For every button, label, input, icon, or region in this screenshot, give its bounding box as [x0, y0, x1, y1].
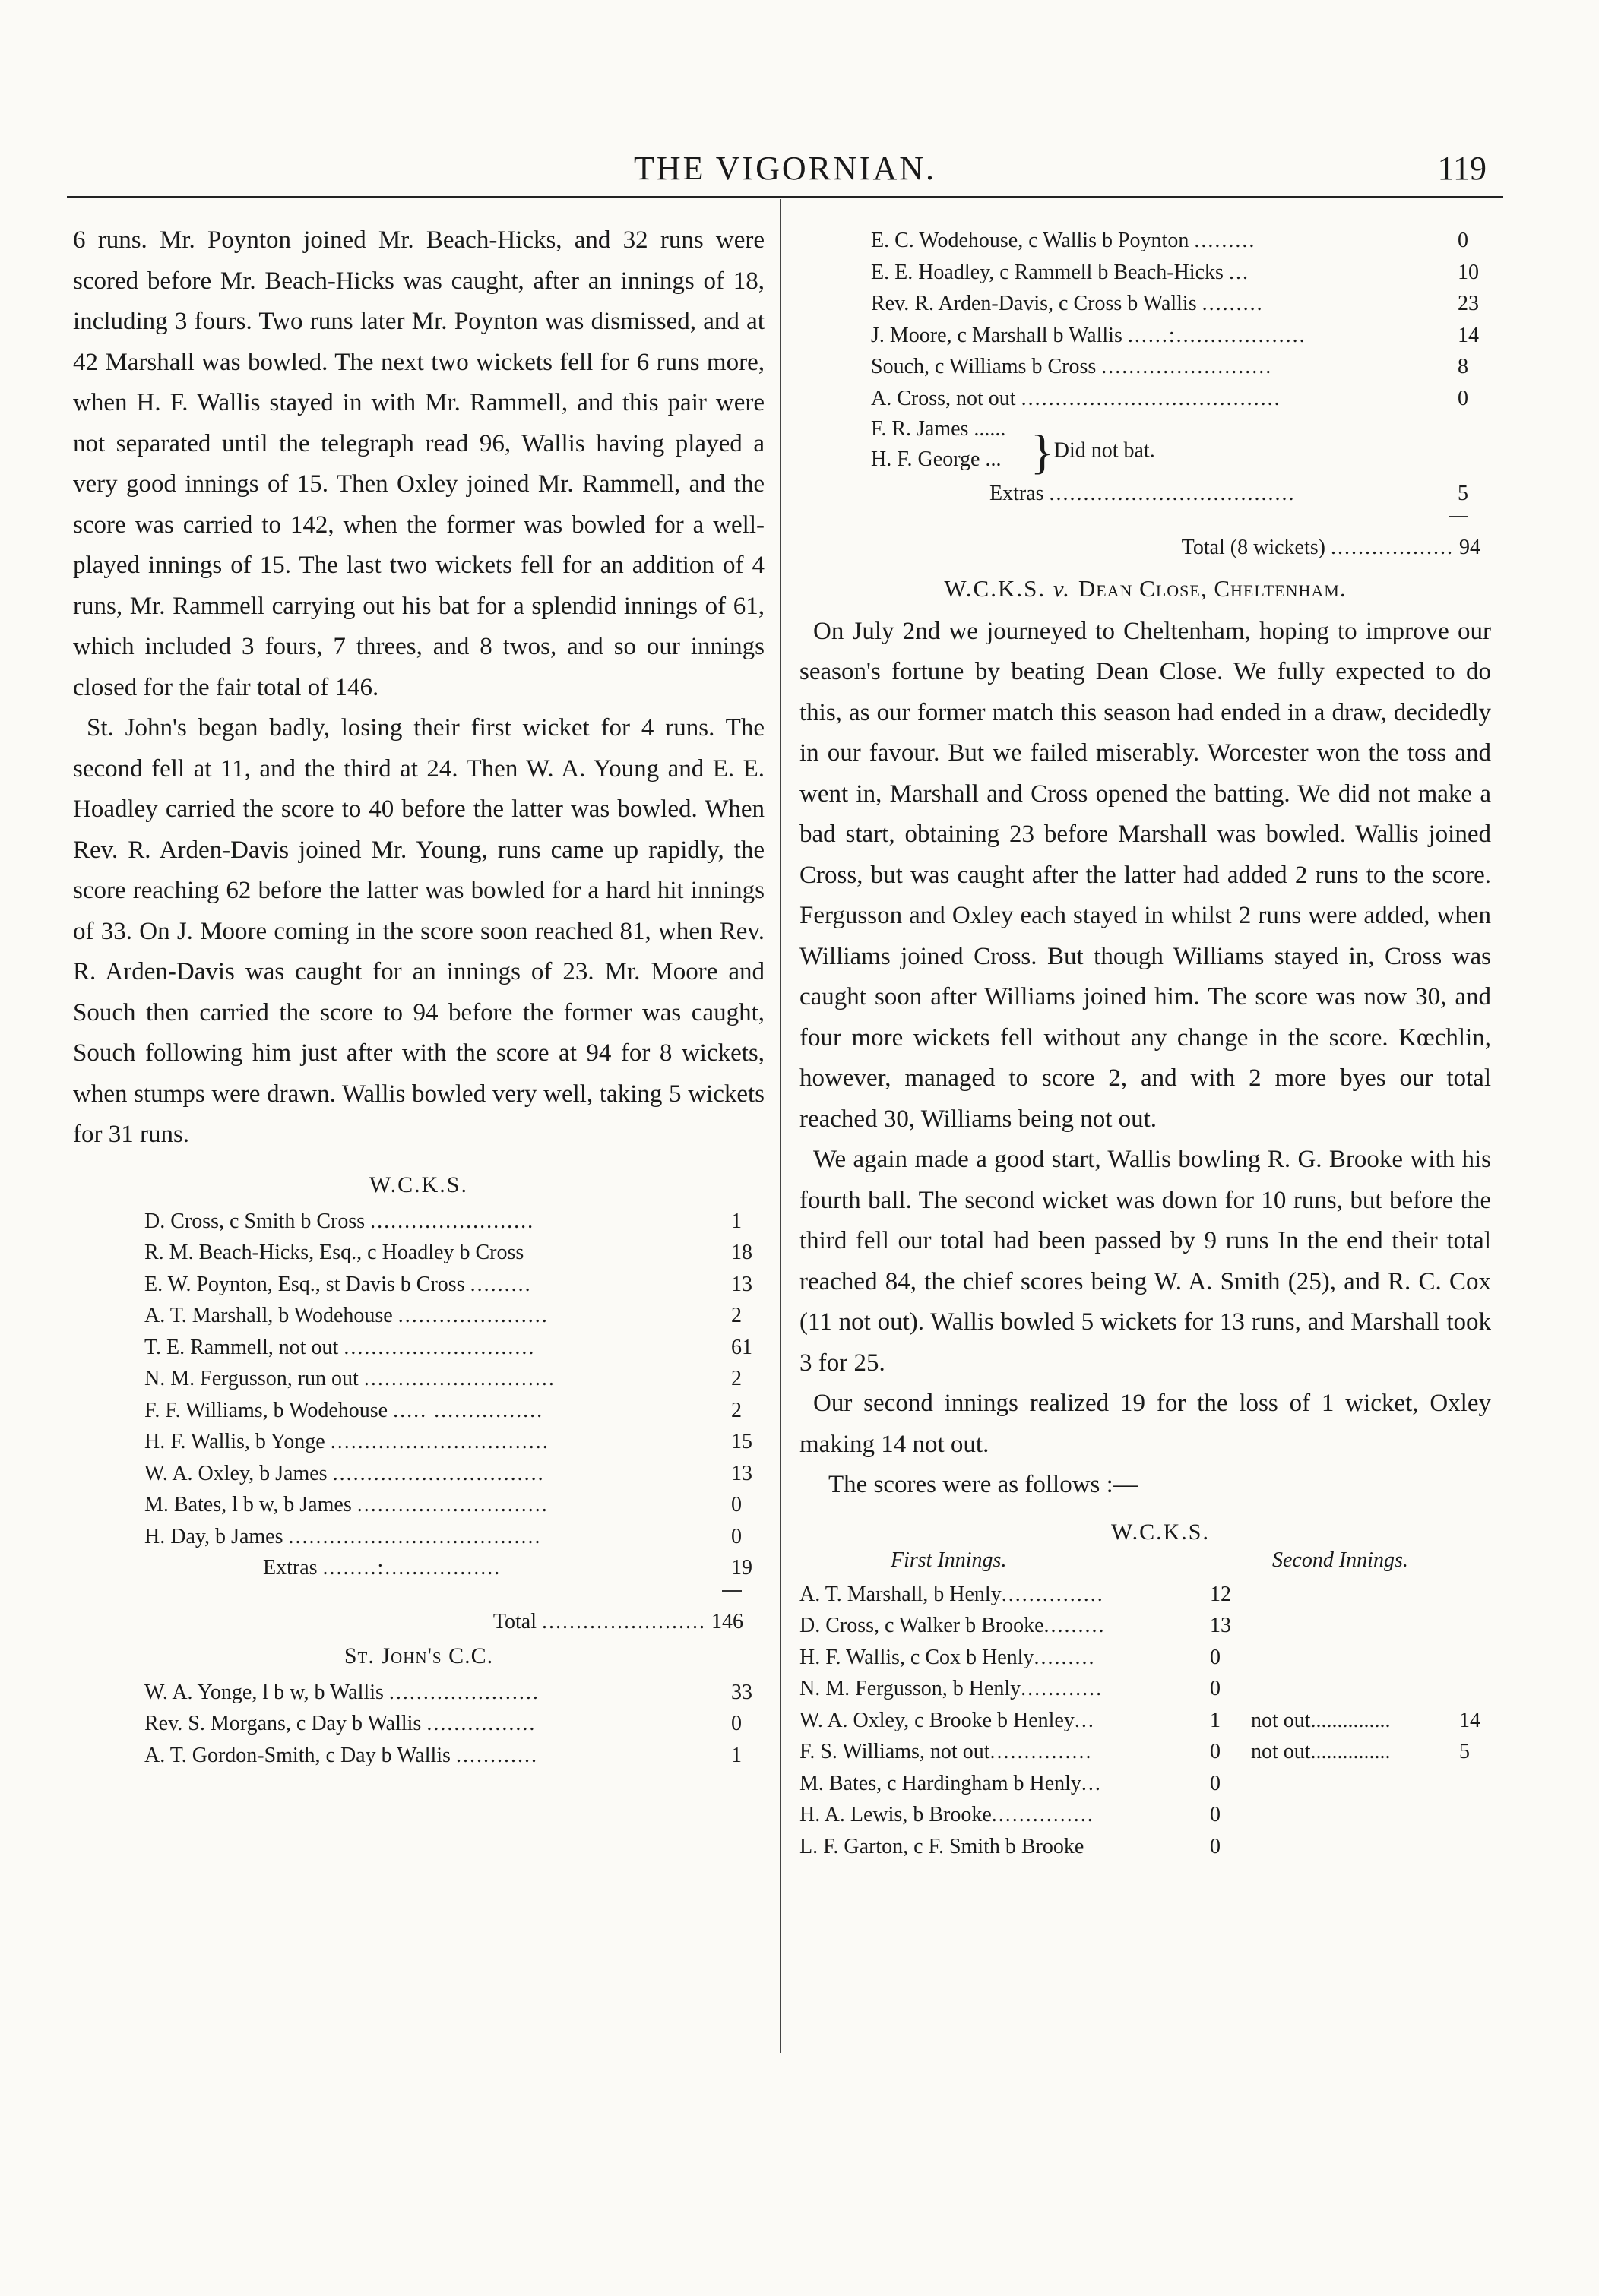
versus: v. [1053, 574, 1072, 602]
player-dismissal: H. A. Lewis, b Brooke [800, 1803, 992, 1826]
dot-leader: ..................................... [288, 1524, 542, 1548]
table-row [800, 351, 1491, 383]
second-innings-note: not out............... [1251, 1740, 1391, 1763]
dot-leader: ............... [1001, 1582, 1104, 1606]
dot-leader: ............................... [332, 1461, 545, 1485]
stjohns-scorecard-continued [800, 225, 1491, 414]
dot-leader: ............... [991, 1803, 1094, 1826]
table-row [800, 478, 1491, 510]
right-column [800, 225, 1491, 1862]
table-row [800, 1831, 1491, 1863]
runs: 8 [1458, 355, 1468, 378]
second-innings-runs: 5 [1459, 1740, 1470, 1763]
wcks-scorecard [73, 1206, 765, 1584]
player-dismissal: W. A. Oxley, c Brooke b Henley [800, 1708, 1075, 1732]
runs: 19 [731, 1556, 752, 1580]
runs: 0 [731, 1493, 742, 1516]
paragraph: The scores were as follows :— [828, 1471, 1138, 1498]
player-dismissal: F. F. Williams, b Wodehouse [144, 1398, 388, 1422]
table-row [800, 288, 1491, 320]
player-dismissal: R. M. Beach-Hicks, Esq., c Hoadley b Cross [144, 1241, 524, 1264]
page-number: 119 [1437, 150, 1487, 187]
dot-leader: .................. [1331, 535, 1454, 559]
match-heading [800, 575, 1491, 602]
table-row [73, 1552, 765, 1584]
innings-headings [800, 1548, 1491, 1579]
second-innings-runs: 14 [1459, 1708, 1480, 1732]
player-dismissal: F. S. Williams, not out [800, 1740, 990, 1763]
dot-leader: ............... [989, 1740, 1093, 1763]
wcks-dean-close-scorecard [800, 1579, 1491, 1863]
table-row [800, 1768, 1491, 1800]
first-innings-runs: 0 [1210, 1677, 1221, 1700]
first-innings-runs: 0 [1210, 1834, 1221, 1858]
dnb-player: F. R. James ...... [871, 417, 1006, 441]
table-row [73, 1269, 765, 1301]
player-dismissal: E. C. Wodehouse, c Wallis b Poynton [871, 229, 1189, 252]
player-dismissal: H. Day, b James [144, 1524, 283, 1548]
dot-leader: ............ [455, 1743, 538, 1767]
extras-label: Extras [263, 1556, 318, 1580]
second-innings-note: not out............... [1251, 1708, 1391, 1732]
dot-leader: ..... ................ [393, 1398, 544, 1422]
player-dismissal: M. Bates, c Hardingham b Henly [800, 1771, 1081, 1795]
dot-leader: ......... [1194, 229, 1256, 252]
player-dismissal: M. Bates, l b w, b James [144, 1493, 352, 1516]
section-heading: W.C.K.S. [369, 1172, 468, 1197]
player-dismissal: H. F. Wallis, b Yonge [144, 1430, 325, 1453]
first-innings-runs: 0 [1210, 1803, 1221, 1826]
column-divider [780, 199, 781, 2053]
table-row [800, 1610, 1491, 1642]
table-row [73, 1708, 765, 1740]
dot-leader: ... [1074, 1708, 1095, 1732]
runs: 0 [731, 1712, 742, 1735]
table-row [73, 1489, 765, 1521]
player-dismissal: A. T. Marshall, b Henly [800, 1582, 1002, 1606]
runs: 2 [731, 1367, 742, 1390]
paragraph: Our second innings realized 19 for the loss of 1 wicket, Oxley making 14 not out. [800, 1390, 1491, 1458]
section-heading [73, 1643, 765, 1669]
first-innings-runs: 13 [1210, 1614, 1231, 1637]
total-rule [722, 1590, 742, 1592]
player-dismissal: J. Moore, c Marshall b Wallis [871, 323, 1122, 347]
dot-leader: ......... [1043, 1614, 1106, 1637]
first-innings-runs: 0 [1210, 1771, 1221, 1795]
dot-leader: ...................... [388, 1680, 540, 1704]
runs: 0 [731, 1524, 742, 1548]
dot-leader: ......... [1034, 1645, 1096, 1669]
player-dismissal: A. T. Gordon-Smith, c Day b Wallis [144, 1743, 451, 1767]
runs: 0 [1458, 229, 1468, 252]
page-header [67, 149, 1503, 198]
player-dismissal: T. E. Rammell, not out [144, 1335, 339, 1359]
table-row [800, 1736, 1491, 1768]
table-row [73, 1458, 765, 1490]
dot-leader: ... [1228, 260, 1249, 284]
stjohns-extras [800, 478, 1491, 510]
dot-leader: ............ [1021, 1677, 1103, 1700]
runs: 2 [731, 1398, 742, 1422]
runs: 15 [731, 1430, 752, 1453]
match-team-a: W.C.K.S. [944, 574, 1046, 602]
runs: 5 [1458, 482, 1468, 505]
table-row [73, 1206, 765, 1238]
match-team-b: Dean Close, Cheltenham. [1078, 574, 1347, 602]
stjohns-scorecard [73, 1677, 765, 1772]
table-row [800, 1642, 1491, 1674]
did-not-bat [800, 414, 1491, 478]
table-row [73, 1237, 765, 1269]
table-row [73, 1740, 765, 1772]
player-dismissal: E. E. Hoadley, c Rammell b Beach-Hicks [871, 260, 1224, 284]
table-row [73, 1332, 765, 1364]
left-column [73, 220, 765, 1771]
dnb-label: Did not bat. [1053, 438, 1155, 463]
table-row [800, 1579, 1491, 1611]
dot-leader: ............................ [344, 1335, 536, 1359]
table-row [800, 1799, 1491, 1831]
first-innings-runs: 12 [1210, 1582, 1231, 1606]
runs: 10 [1458, 260, 1479, 284]
dot-leader: ... [1081, 1771, 1102, 1795]
second-innings-heading: Second Innings. [1272, 1548, 1408, 1572]
first-innings-runs: 1 [1210, 1708, 1221, 1732]
runs: 33 [731, 1680, 752, 1704]
runs: 14 [1458, 323, 1479, 347]
runs: 1 [731, 1743, 742, 1767]
total-runs: 146 [711, 1609, 743, 1633]
brace-icon: } [1031, 425, 1054, 479]
player-dismissal: Rev. R. Arden-Davis, c Cross b Wallis [871, 292, 1197, 315]
section-heading: W.C.K.S. [1111, 1519, 1210, 1545]
player-dismissal: A. T. Marshall, b Wodehouse [144, 1304, 393, 1327]
table-row [73, 1426, 765, 1458]
player-dismissal: N. M. Fergusson, run out [144, 1367, 359, 1390]
player-dismissal: A. Cross, not out [871, 386, 1016, 410]
first-innings-runs: 0 [1210, 1740, 1221, 1763]
dot-leader: .................................... [1049, 482, 1296, 505]
table-row [73, 1521, 765, 1553]
player-dismissal: Rev. S. Morgans, c Day b Wallis [144, 1712, 422, 1735]
total-rule [1449, 516, 1468, 517]
paragraph: 6 runs. Mr. Poynton joined Mr. Beach-Hicks, and 32 runs were scored before Mr. Beach-Hicks was caught, after an innings of 18, including 3 fours. Two runs later Mr. Poynton was dismissed, and at 42 Marshall was bowled. The next two wickets fell for 6 runs more, when H. F. Wallis stayed in with Mr. Rammell, and this pair were not separated until the telegraph read 96, Wallis having played a very good innings of 15. Then Oxley joined Mr. Rammell, and the score was carried to 142, when the former was bowled for a well-played innings of 15. The last two wickets fell for an addition of 4 runs, Mr. Rammell carrying out his bat for a splendid innings of 61, which included 3 fours, 7 threes, and 8 twos, and so our innings closed for the fair total of 146. [73, 226, 765, 701]
runs: 23 [1458, 292, 1479, 315]
dot-leader: ........:................. [322, 1556, 502, 1580]
player-dismissal: W. A. Yonge, l b w, b Wallis [144, 1680, 384, 1704]
dot-leader: ............................ [363, 1367, 556, 1390]
first-innings-heading: First Innings. [891, 1548, 1007, 1572]
runs: 0 [1458, 386, 1468, 410]
runs: 13 [731, 1272, 752, 1296]
runs: 18 [731, 1241, 752, 1264]
player-dismissal: N. M. Fergusson, b Henly [800, 1677, 1021, 1700]
table-row [800, 225, 1491, 257]
table-row [800, 1673, 1491, 1705]
dot-leader: ........................ [542, 1609, 706, 1633]
wcks-total [73, 1605, 765, 1639]
dot-leader: ...................................... [1021, 386, 1281, 410]
dot-leader: ......... [470, 1272, 532, 1296]
total-label: Total [492, 1609, 537, 1633]
runs: 1 [731, 1209, 742, 1233]
dnb-player: H. F. George ... [871, 447, 1002, 471]
dot-leader: ........................ [370, 1209, 535, 1233]
dot-leader: ................ [426, 1712, 537, 1735]
player-dismissal: D. Cross, c Smith b Cross [144, 1209, 366, 1233]
player-dismissal: W. A. Oxley, b James [144, 1461, 328, 1485]
runs: 61 [731, 1335, 752, 1359]
extras-label: Extras [989, 482, 1044, 505]
player-dismissal: Souch, c Williams b Cross [871, 355, 1097, 378]
dot-leader: ......................... [1101, 355, 1273, 378]
runs: 2 [731, 1304, 742, 1327]
journal-title: THE VIGORNIAN. [633, 150, 937, 187]
player-dismissal: E. W. Poynton, Esq., st Davis b Cross [144, 1272, 465, 1296]
paragraph: We again made a good start, Wallis bowling R. G. Brooke with his fourth ball. The second wicket was down for 10 runs, but before the third fell our total had been passed by 9 runs In the end their total reached 84, the chief scores being W. A. Smith (25), and R. C. Cox (11 not out). Wallis bowled 5 wickets for 13 runs, and Marshall took 3 for 25. [800, 1146, 1491, 1377]
runs: 13 [731, 1461, 752, 1485]
dot-leader: ................................ [330, 1430, 549, 1453]
paragraph: On July 2nd we journeyed to Cheltenham, hoping to improve our season's fortune by beating Dean Close. We fully expected to do this, as our former match this season had ended in a draw, decidedly in our favour. But we failed miserably. Worcester won the toss and went in, Marshall and Cross opened the batting. We did not make a bad start, obtaining 23 before Marshall was bowled. Wallis joined Cross, but was caught after the latter had added 2 runs to the score. Fergusson and Oxley each stayed in whilst 2 runs were added, when Williams joined Cross. But though Williams stayed in, Cross was caught soon after Williams joined him. The score was now 30, and four more wickets fell without any change in the score. Kœchlin, however, managed to score 2, and with 2 more byes our total reached 30, Williams being not out. [800, 617, 1491, 1133]
stjohns-total [800, 531, 1491, 565]
table-row [800, 383, 1491, 415]
table-row [800, 1705, 1491, 1737]
player-dismissal: L. F. Garton, c F. Smith b Brooke [800, 1834, 1084, 1858]
table-row [800, 257, 1491, 289]
first-innings-runs: 0 [1210, 1645, 1221, 1669]
table-row [73, 1395, 765, 1427]
dot-leader: ......... [1202, 292, 1264, 315]
dot-leader: ...................... [397, 1304, 549, 1327]
player-dismissal: H. F. Wallis, c Cox b Henly [800, 1645, 1034, 1669]
dot-leader: ......:................... [1127, 323, 1306, 347]
table-row [73, 1363, 765, 1395]
table-row [73, 1300, 765, 1332]
stjohns-title: St. John's C.C. [344, 1643, 494, 1668]
table-row [800, 320, 1491, 352]
total-label: Total (8 wickets) [1181, 535, 1325, 559]
paragraph: St. John's began badly, losing their first wicket for 4 runs. The second fell at 11, and the third at 24. Then W. A. Young and E. E. Hoadley carried the score to 40 before the latter was bowled. When Rev. R. Arden-Davis joined Mr. Young, runs came up rapidly, the score reaching 62 before the latter was bowled for a hard hit innings of 33. On J. Moore coming in the score soon reached 81, when Rev. R. Arden-Davis was caught for an innings of 23. Mr. Moore and Souch then carried the score to 94 before the former was caught, Souch following him just after with the score at 94 for 8 wickets, when stumps were drawn. Wallis bowled very well, taking 5 wickets for 31 runs. [73, 714, 765, 1148]
player-dismissal: D. Cross, c Walker b Brooke [800, 1614, 1044, 1637]
dot-leader: ............................ [356, 1493, 549, 1516]
table-row [73, 1677, 765, 1709]
total-runs: 94 [1459, 535, 1480, 559]
